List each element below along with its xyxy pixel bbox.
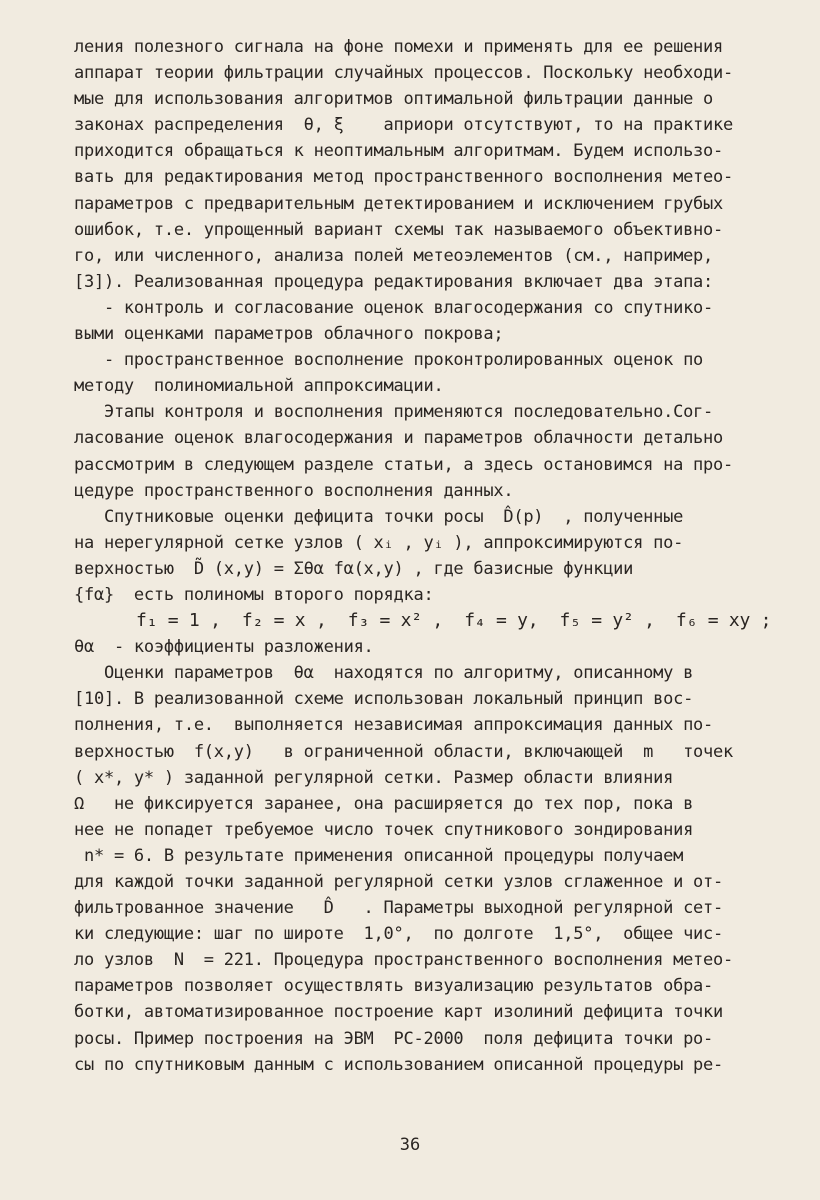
text-line-22: {fα} есть полиномы второго порядка: <box>74 584 434 605</box>
text-line-7: параметров с предварительным детектированием и исключением грубых <box>74 193 724 214</box>
text-line-8: ошибок, т.е. упрощенный вариант схемы так называемого объективно- <box>74 219 724 240</box>
text-line-21: верхностью D̃ (x,y) = Σθα fα(x,y) , где базисные функции <box>74 558 634 579</box>
text-line-15: Этапы контроля и восполнения применяются последовательно.Сог- <box>74 402 714 423</box>
text-line-38: ботки, автоматизированное построение карт изолиний дефицита точки <box>74 1002 724 1023</box>
page-number: 36 <box>399 1135 421 1155</box>
formula-basis-functions: f₁ = 1 , f₂ = x , f₃ = x² , f₄ = y, f₅ = y² , f₆ = xy ; <box>136 610 772 632</box>
text-line-39: росы. Пример построения на ЭВМ РС-2000 поля дефицита точки ро- <box>74 1028 714 1049</box>
text-line-20: на нерегулярной сетке узлов ( xᵢ , yᵢ ), аппроксимируются по- <box>74 532 684 553</box>
text-line-34: фильтрованное значение D̂ . Параметры выходной регулярной сет- <box>74 898 724 919</box>
text-line-5: приходится обращаться к неоптимальным алгоритмам. Будем использо- <box>74 141 724 162</box>
text-line-19: Спутниковые оценки дефицита точки росы D̂(p) , полученные <box>74 506 684 527</box>
text-line-31: нее не попадет требуемое число точек спутникового зондирования <box>74 819 694 840</box>
text-line-10: [3]). Реализованная процедура редактирования включает два этапа: <box>74 271 714 292</box>
text-line-36: ло узлов N = 221. Процедура пространственного восполнения метео- <box>74 950 734 971</box>
text-line-30: Ω не фиксируется заранее, она расширяется до тех пор, пока в <box>74 793 694 814</box>
text-line-17: рассмотрим в следующем разделе статьи, а здесь остановимся на про- <box>74 454 734 475</box>
text-line-35: ки следующие: шаг по широте 1,0°, по долготе 1,5°, общее чис- <box>74 924 724 945</box>
text-line-6: вать для редактирования метод пространственного восполнения метео- <box>74 167 734 188</box>
text-line-24: θα - коэффициенты разложения. <box>74 637 374 658</box>
text-line-1: ления полезного сигнала на фоне помехи и применять для ее решения <box>74 37 724 57</box>
text-line-32: n* = 6. В результате применения описанной процедуры получаем <box>74 845 684 866</box>
text-line-16: ласование оценок влагосодержания и параметров облачности детально <box>74 428 724 449</box>
text-line-26: [10]. В реализованной схеме использован локальный принцип вос- <box>74 689 694 710</box>
text-line-29: ( x*, y* ) заданной регулярной сетки. Размер области влияния <box>74 767 674 788</box>
text-line-13: - пространственное восполнение проконтролированных оценок по <box>74 350 704 371</box>
text-line-12: выми оценками параметров облачного покрова; <box>74 324 504 345</box>
text-line-2: аппарат теории фильтрации случайных процессов. Поскольку необходи- <box>74 63 734 84</box>
text-line-25: Оценки параметров θα находятся по алгоритму, описанному в <box>74 663 694 684</box>
text-line-11: - контроль и согласование оценок влагосодержания со спутнико- <box>74 297 714 318</box>
text-line-14: методу полиномиальной аппроксимации. <box>74 376 444 397</box>
text-line-37: параметров позволяет осуществлять визуализацию результатов обра- <box>74 976 714 997</box>
text-line-27: полнения, т.е. выполняется независимая аппроксимация данных по- <box>74 715 714 736</box>
text-line-4: законах распределения θ, ξ априори отсутствуют, то на практике <box>74 115 734 136</box>
text-line-40: сы по спутниковым данным с использованием описанной процедуры ре- <box>74 1054 724 1075</box>
text-line-3: мые для использования алгоритмов оптимальной фильтрации данные о <box>74 89 714 110</box>
text-line-33: для каждой точки заданной регулярной сетки узлов сглаженное и от- <box>74 872 724 892</box>
text-line-18: цедуре пространственного восполнения данных. <box>74 480 514 501</box>
text-line-28: верхностью f(x,y) в ограниченной области, включающей m точек <box>74 741 734 762</box>
text-line-9: го, или численного, анализа полей метеоэлементов (см., например, <box>74 245 714 266</box>
